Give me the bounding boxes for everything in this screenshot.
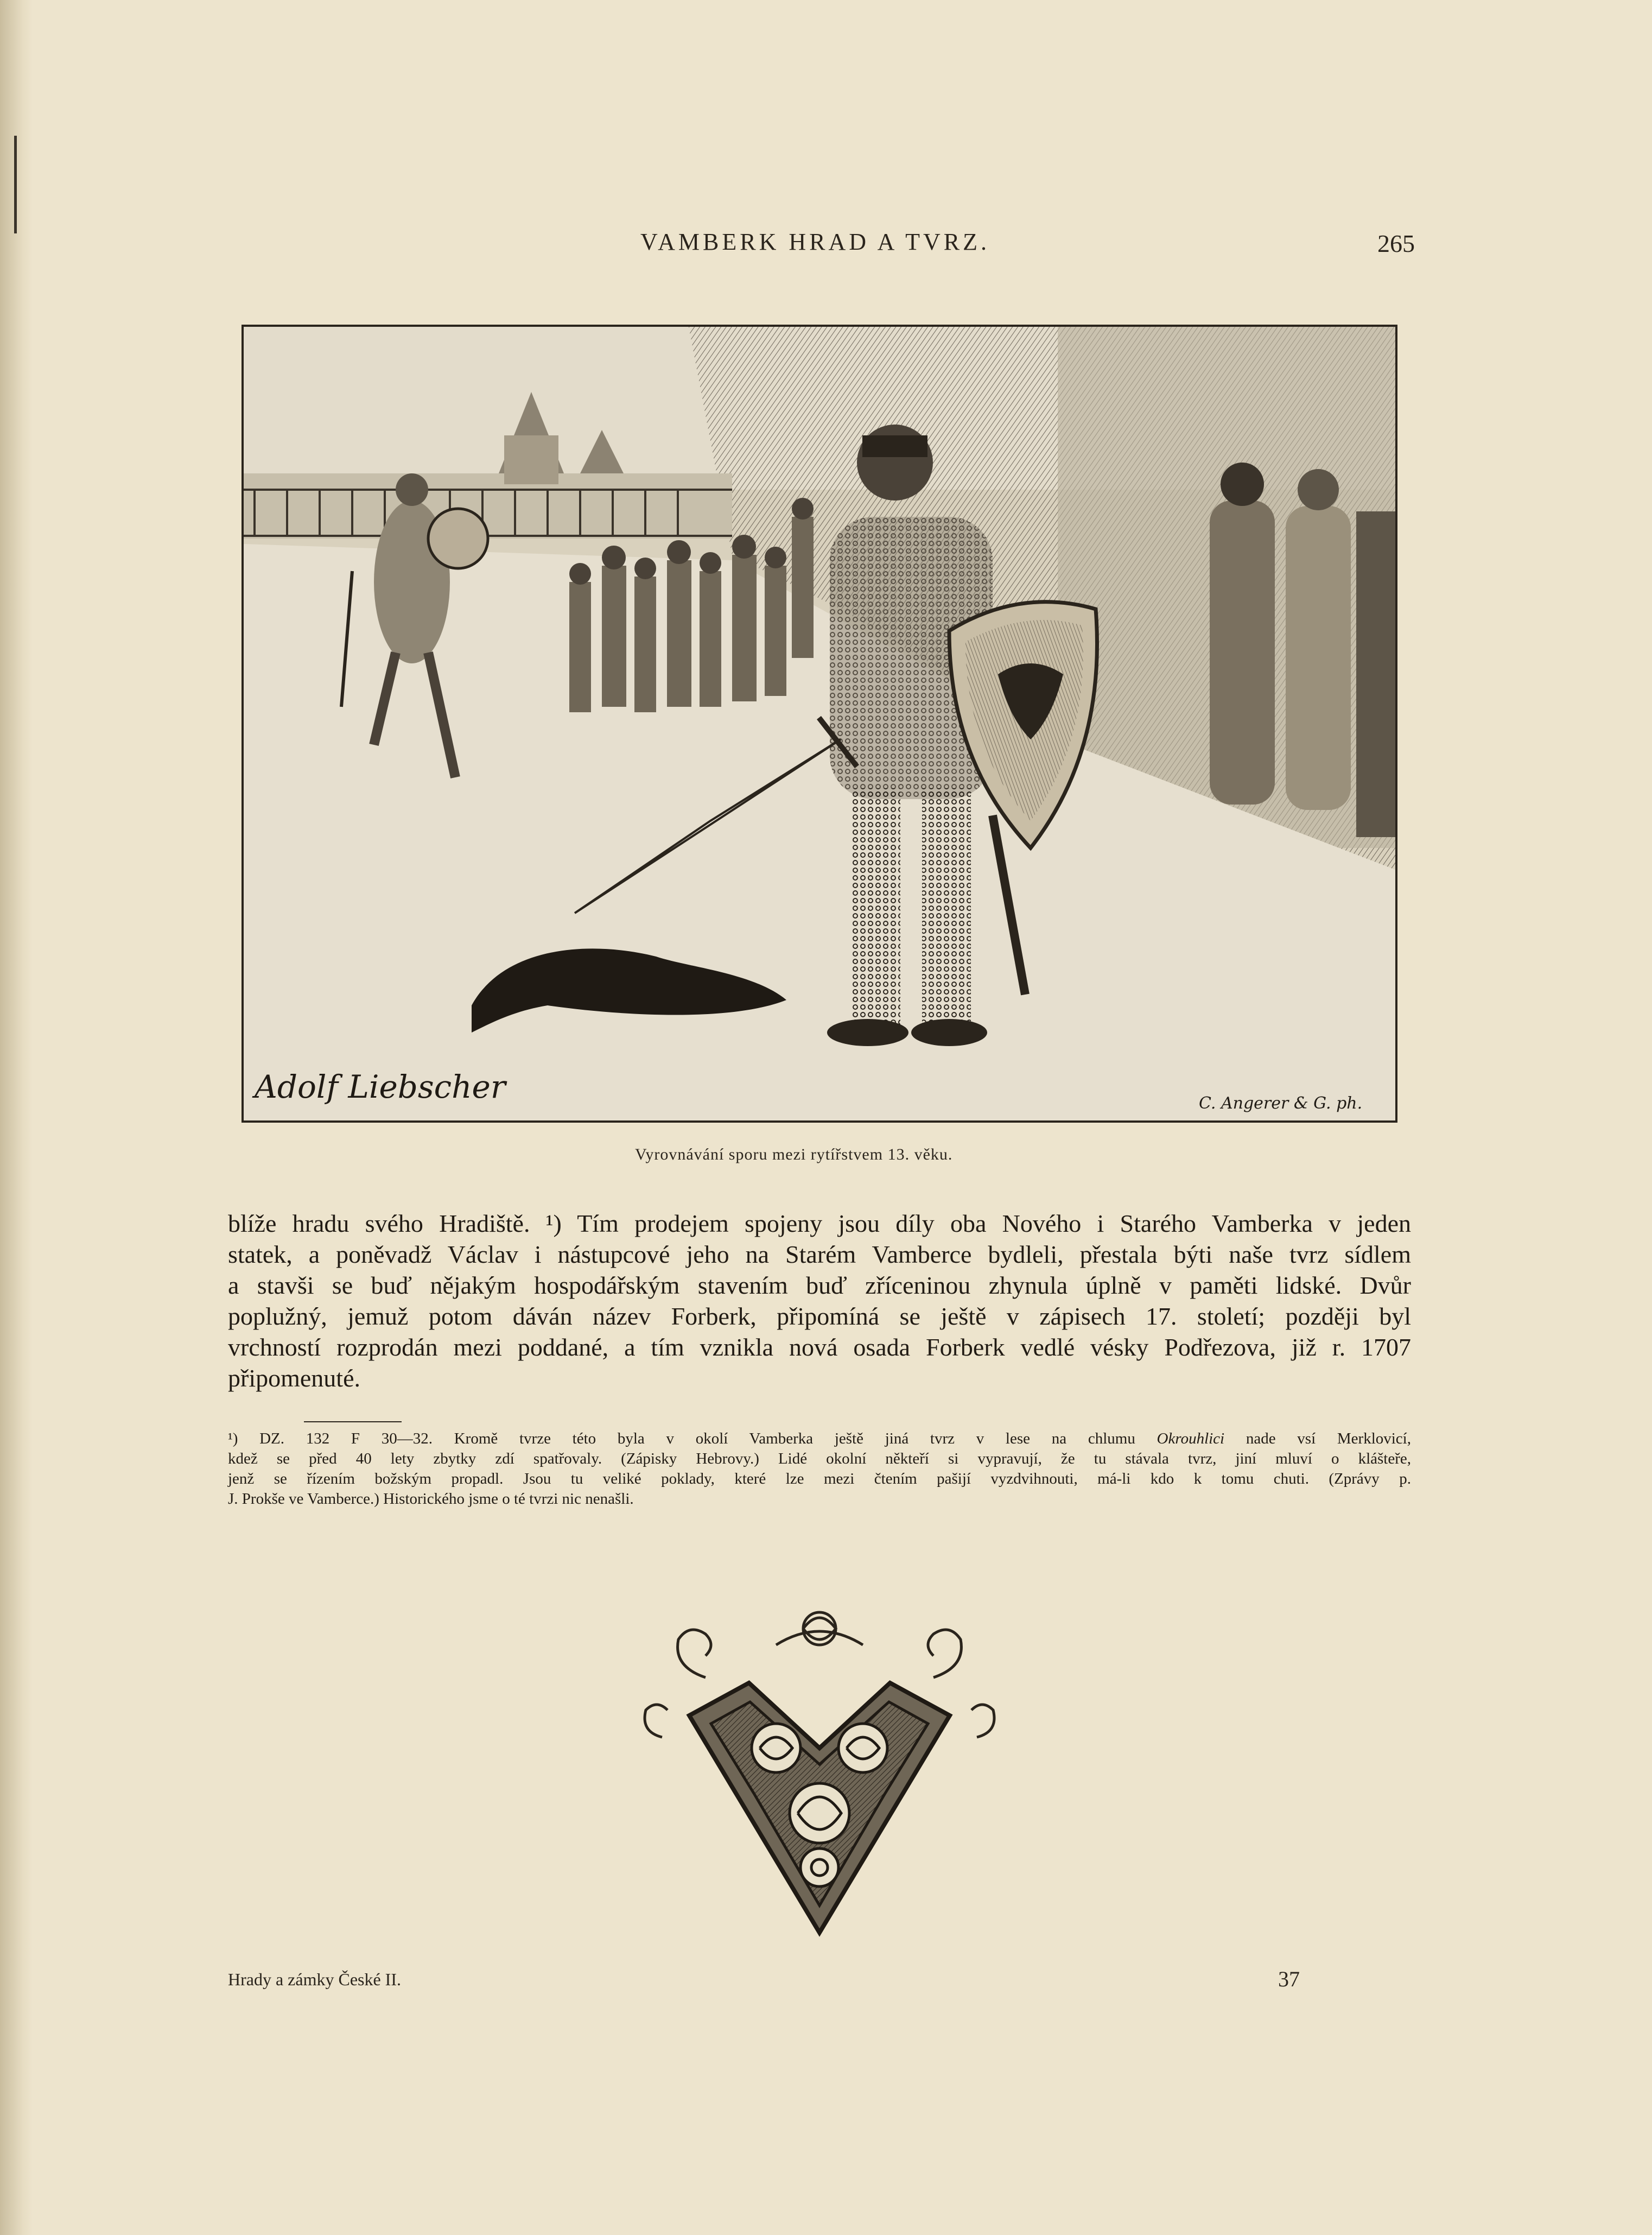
footnote-line: jenž se řízením božským propadl. Jsou tu veliké poklady, které lze mezi čtením pašijí vyzdvihnouti, má-li kdo k tomu chuti. (Zprávy p. — [228, 1470, 1411, 1487]
footnote-rule — [304, 1421, 402, 1422]
engraver-signature: C. Angerer & G. ph. — [1199, 1094, 1363, 1113]
body-line: a stavši se buď nějakým hospodářským stavením buď zříceninou zhynula úplně v paměti lidské. Dvůr — [228, 1271, 1411, 1299]
body-line: vrchností rozprodán mezi poddané, a tím vznikla nová osada Forberk vedlé vésky Podřezova, již r. 1707 — [228, 1333, 1411, 1361]
footnote-place-name: Okrouhlici — [1157, 1430, 1225, 1447]
body-line: blíže hradu svého Hradiště. ¹) Tím prodejem spojeny jsou díly oba Nového i Starého Vamberka v jeden — [228, 1210, 1411, 1237]
page-edge — [0, 0, 33, 2235]
footnote — [228, 1429, 1411, 1509]
footer-signature-number: 37 — [1278, 1967, 1300, 1991]
illustration-engraving — [242, 325, 1397, 1123]
body-line: poplužný, jemuž potom dáván název Forberk, připomíná se ještě v zápisech 17. století; později byl — [228, 1302, 1411, 1330]
body-line: statek, a poněvadž Václav i nástupcové jeho na Starém Vamberce bydleli, přestala býti naše tvrz sídlem — [228, 1240, 1411, 1268]
binding-mark — [14, 136, 17, 233]
footer-book-title: Hrady a zámky České II. — [228, 1970, 401, 1989]
footnote-line: ¹) DZ. 132 F 30—32. Kromě tvrze této byla v okolí Vamberka ještě jiná tvrz v lese na chlumu Okrouhlici nade vsí Merklovicí, — [228, 1430, 1411, 1447]
decorative-tailpiece-icon — [630, 1607, 1009, 1954]
footnote-line: kdež se před 40 lety zbytky zdí spatřovaly. (Zápisky Hebrovy.) Lidé okolní někteří si vypravují, že tu stávala tvrz, jiní mluví o klášteře, — [228, 1450, 1411, 1467]
page-number: 265 — [1377, 230, 1415, 257]
body-paragraph — [228, 1208, 1411, 1394]
illustration-caption: Vyrovnávání sporu mezi rytířstvem 13. věku. — [635, 1145, 953, 1163]
footnote-line: J. Prokše ve Vamberce.) Historického jsme o té tvrzi nic nenašli. — [228, 1490, 634, 1508]
body-line: připomenuté. — [228, 1364, 360, 1392]
artist-signature: Adolf Liebscher — [255, 1068, 506, 1105]
running-head: VAMBERK HRAD A TVRZ. — [640, 229, 990, 255]
